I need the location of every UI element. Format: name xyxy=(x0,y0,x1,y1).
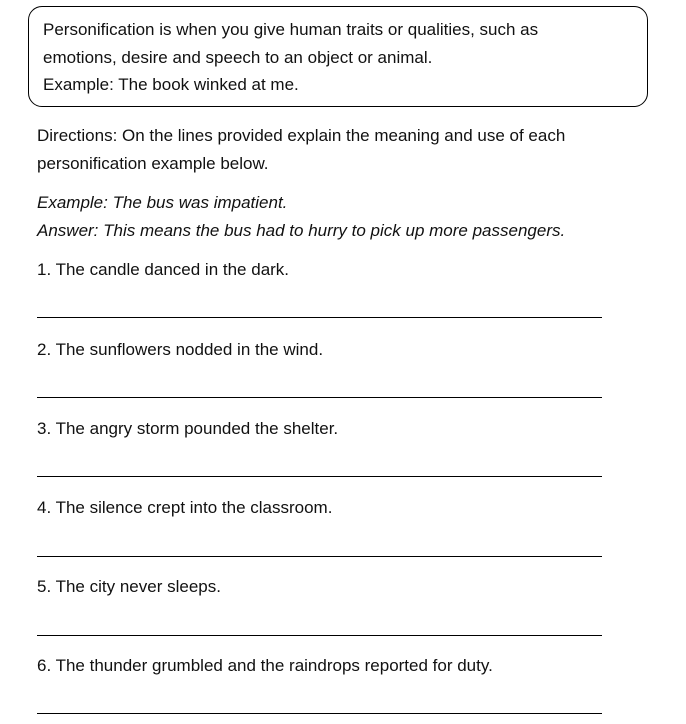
question-5: 5. The city never sleeps. xyxy=(37,577,221,596)
answer-line-6[interactable] xyxy=(37,713,602,714)
answer-line-1[interactable] xyxy=(37,317,602,318)
definition-line: Personification is when you give human traits or qualities, such as xyxy=(43,20,539,39)
answer-line-2[interactable] xyxy=(37,397,602,398)
definition-line: emotions, desire and speech to an object or animal. xyxy=(43,47,433,67)
answer-line-4[interactable] xyxy=(37,556,602,557)
question-4: 4. The silence crept into the classroom. xyxy=(37,498,333,517)
directions-line: personification example below. xyxy=(37,153,269,173)
example-answer: Answer: This means the bus had to hurry to pick up more passengers. xyxy=(37,220,566,240)
worked-example xyxy=(37,189,657,244)
question-2: 2. The sunflowers nodded in the wind. xyxy=(37,340,324,359)
definition-box xyxy=(28,6,648,107)
directions xyxy=(37,122,637,177)
question-1: 1. The candle danced in the dark. xyxy=(37,260,290,279)
answer-line-5[interactable] xyxy=(37,635,602,636)
directions-line: Directions: On the lines provided explain the meaning and use of each xyxy=(37,126,566,145)
example-sentence: Example: The bus was impatient. xyxy=(37,193,288,212)
question-3: 3. The angry storm pounded the shelter. xyxy=(37,419,339,438)
definition-example: Example: The book winked at me. xyxy=(43,75,299,94)
question-6: 6. The thunder grumbled and the raindrops reported for duty. xyxy=(37,656,493,675)
answer-line-3[interactable] xyxy=(37,476,602,477)
